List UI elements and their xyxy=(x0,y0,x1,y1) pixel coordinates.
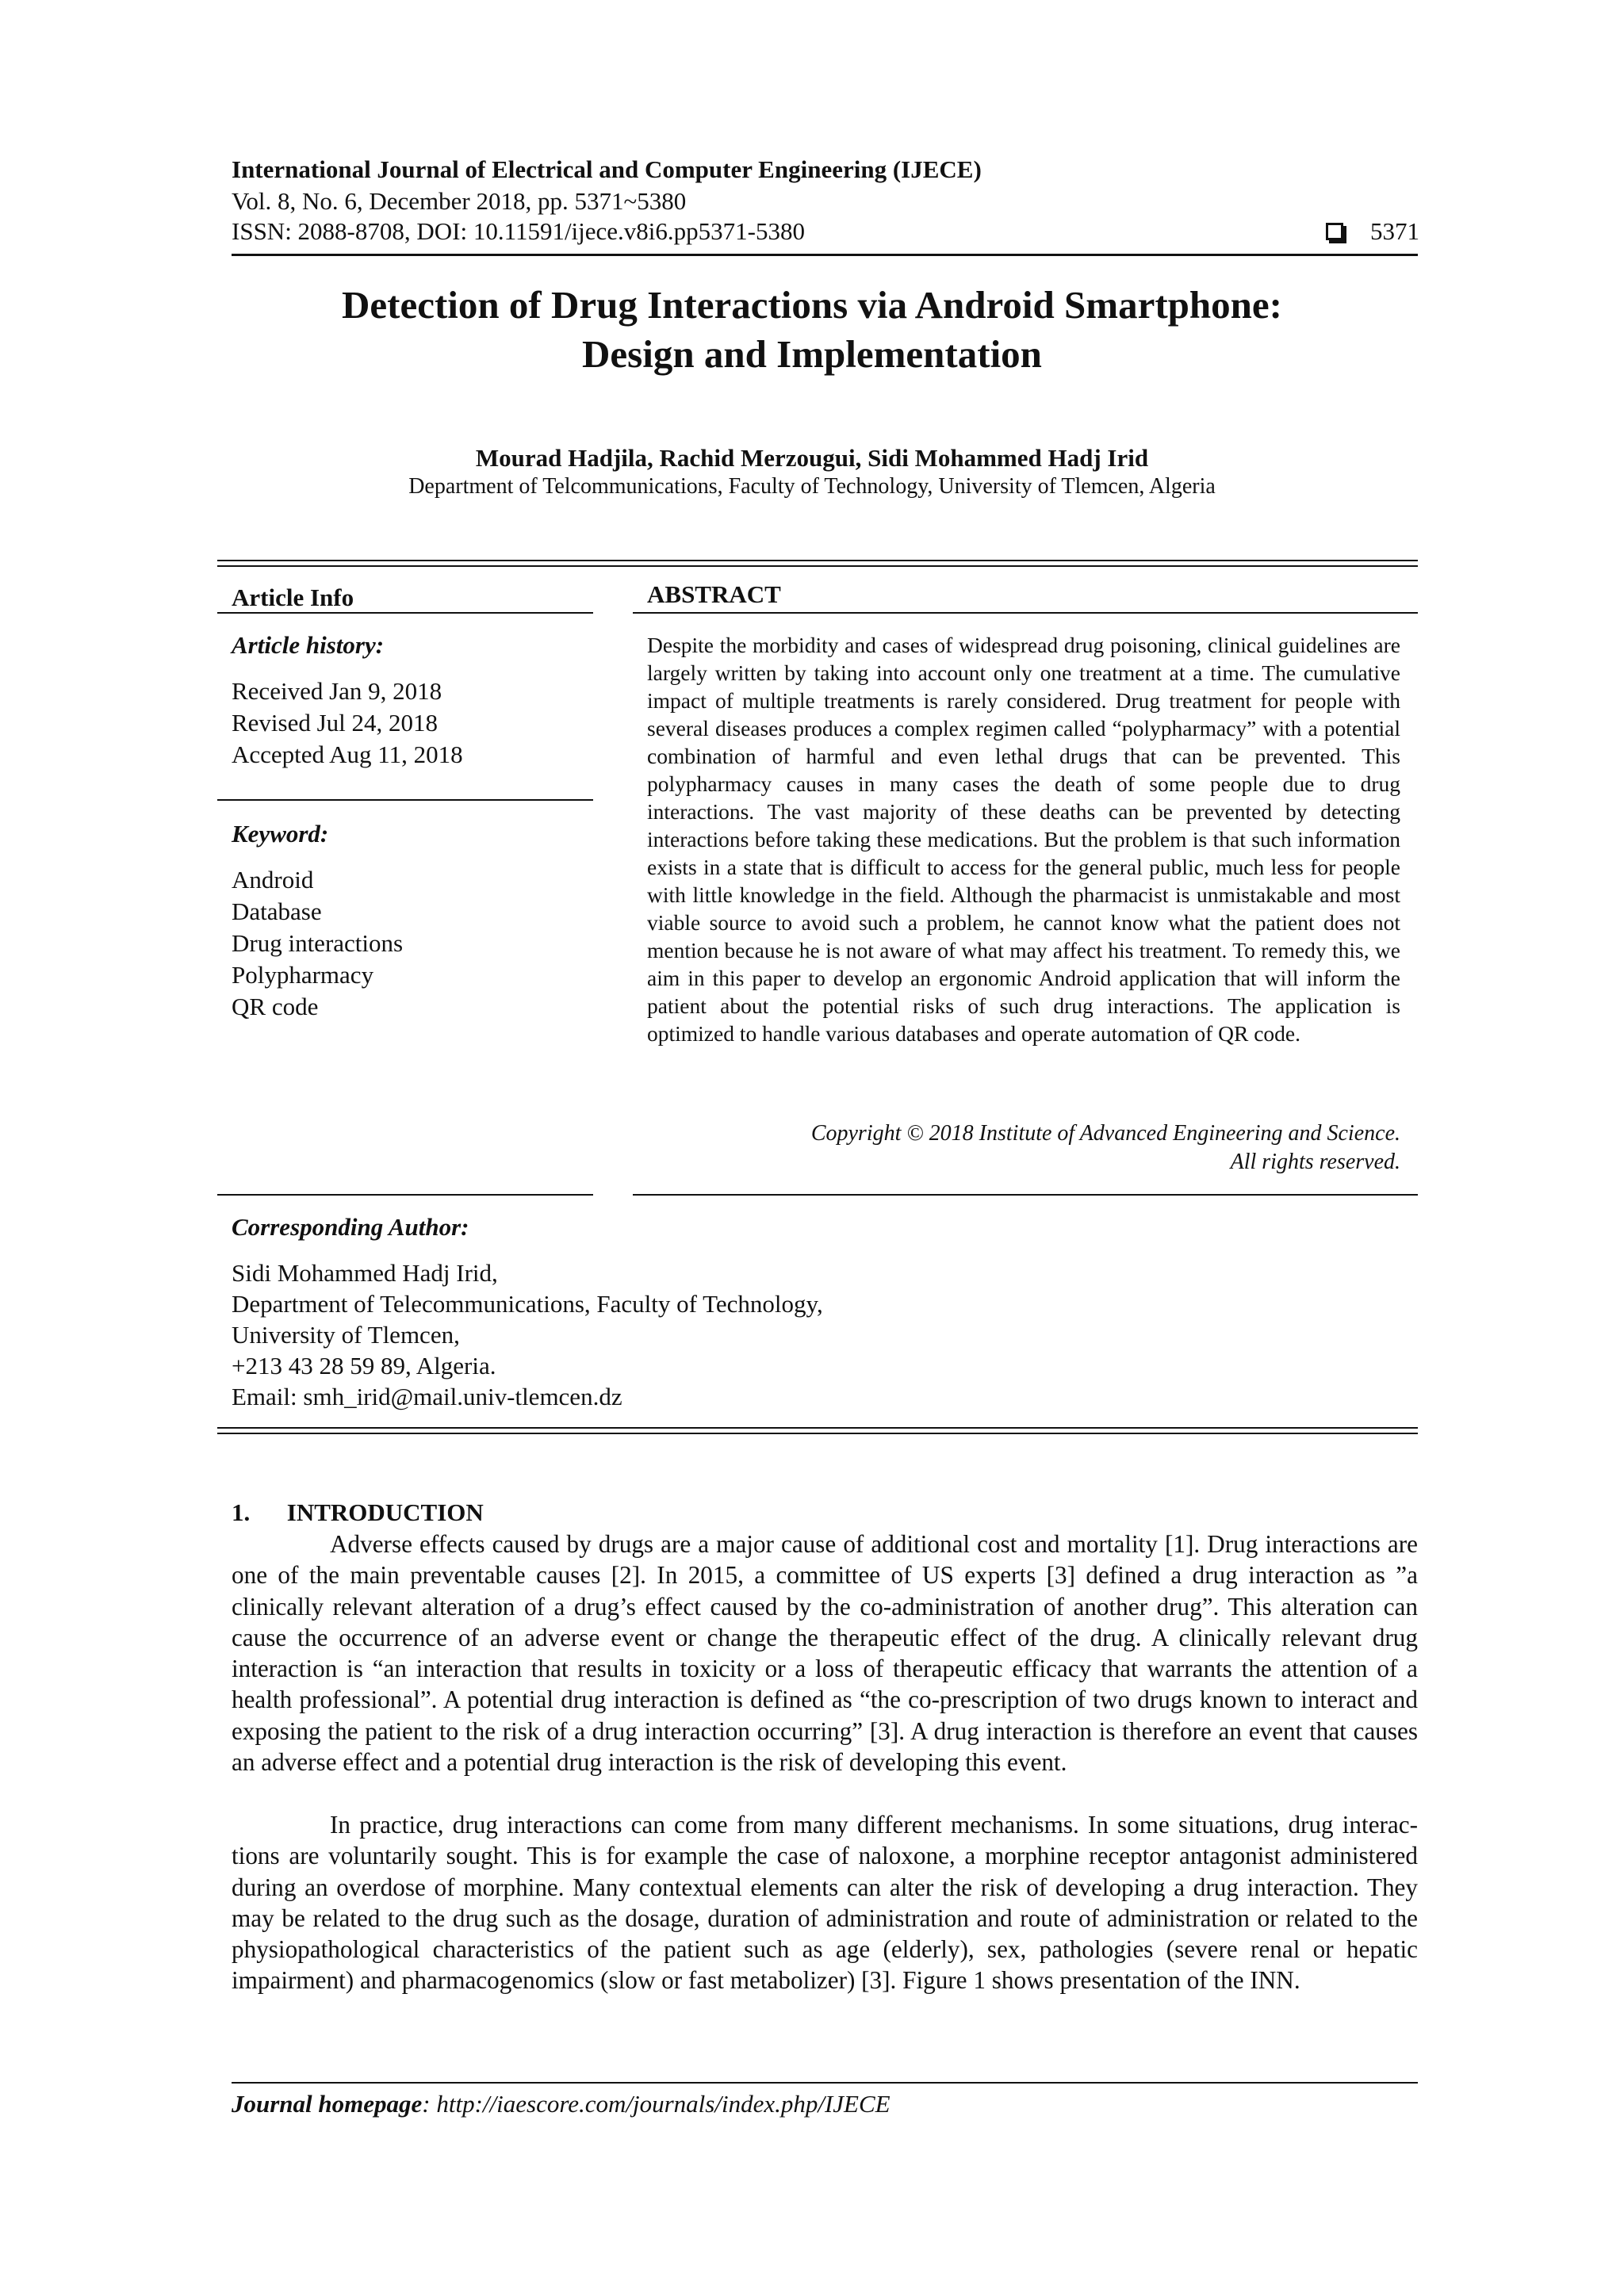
keyword-item: Drug interactions xyxy=(232,929,404,957)
author-university: University of Tlemcen, xyxy=(232,1321,460,1349)
keyword-item: Database xyxy=(232,897,322,925)
journal-name: International Journal of Electrical and Computer Engineering (IJECE) xyxy=(232,155,982,183)
history-received: Received Jan 9, 2018 xyxy=(232,677,442,705)
info-box-top-rule-2 xyxy=(217,565,1418,567)
introduction-paragraph-1 xyxy=(232,1529,1418,1777)
author-name: Sidi Mohammed Hadj Irid, xyxy=(232,1259,498,1287)
author-email: Email: smh_irid@mail.univ-tlemcen.dz xyxy=(232,1383,622,1410)
keyword-list xyxy=(232,864,403,1023)
abstract-text: Despite the morbidity and cases of widespread drug poisoning, clinical guidelines are largely written by taking into account only one treatment at a time. The cumulative impact of multiple treatments is rarely considered. Drug treatment for people with several diseases produces a complex regimen called “polypharmacy” with a potential combination of harmful and even lethal drugs that can be prevented. This polypharmacy causes in many cases the death of some people due to drug interactions. The vast majority of these deaths can be prevented by detecting interactions before taking these medications. But the problem is that such information exists in a state that is difficult to access for the general public, much less for people with little knowledge in the field. Although the pharmacist is unmistakable and most viable source to avoid such a problem, he cannot know what the patient does not mention because he is not aware of what may affect his treatment. To remedy this, we aim in this paper to develop an ergonomic Android application that will inform the patient about the potential risks of such drug interactions. The application is optimized to handle various databases and operate automation of QR code. xyxy=(647,633,1400,1046)
authors: Mourad Hadjila, Rachid Merzougui, Sidi Mohammed Hadj Irid xyxy=(475,444,1149,472)
corresponding-author-heading: Corresponding Author: xyxy=(232,1213,469,1241)
article-info-heading: Article Info xyxy=(232,584,354,611)
keyword-item: Android xyxy=(232,866,314,894)
article-info-bottom-rule xyxy=(217,1194,593,1196)
homepage-label: Journal homepage xyxy=(232,2090,423,2118)
abstract-rule xyxy=(633,612,1418,614)
footer-rule xyxy=(232,2082,1418,2084)
introduction-paragraph-2 xyxy=(232,1809,1418,1996)
volume-info: Vol. 8, No. 6, December 2018, pp. 5371~5380 xyxy=(232,187,687,215)
page-indicator xyxy=(1326,217,1419,246)
paper-title-line1: Detection of Drug Interactions via Android Smartphone: xyxy=(342,283,1282,327)
introduction-paragraph-1-text: Adverse effects caused by drugs are a major cause of additional cost and mortality [1]. Drug interactions are one of the main preventable causes [2]. In 2015, a committee of US experts [3] defined a drug interaction as ”a clinically relevant alteration of a drug’s effect caused by the co-administration of another drug”. This alteration can cause the occurrence of an adverse event or change the therapeutic effect of the drug. A clinically relevant drug interaction is “an interaction that results in toxicity or a loss of therapeutic efficacy that warrants the attention of a health professional”. A potential drug interaction is defined as “the co-prescription of two drugs known to interact and exposing the patient to the risk of a drug interaction occurring” [3]. A drug interaction is therefore an event that causes an adverse effect and a potential drug interaction is the risk of developing this event. xyxy=(232,1530,1418,1777)
affiliation: Department of Telcommunications, Faculty of Technology, University of Tlemcen, Algeria xyxy=(408,474,1216,499)
info-box-bottom-rule xyxy=(217,1427,1418,1429)
copyright-line2: All rights reserved. xyxy=(1230,1150,1400,1174)
introduction-paragraph-2-text: In practice, drug interactions can come from many different mechanisms. In some situations, drug interac- tions are voluntarily sought. This is for example the case of naloxone, a morphine receptor antagonist administered during an overdose of morphine. Many contextual elements can alter the risk of developing a drug interaction. They may be related to the drug such as the dosage, duration of administration and route of administration or related to the physiopathological characteristics of the patient such as age (elderly), sex, pathologies (severe renal or hepatic impairment) and pharmacogenomics (slow or fast metabolizer) [3]. Figure 1 shows presentation of the INN. xyxy=(232,1811,1418,1995)
keyword-item: QR code xyxy=(232,993,319,1020)
author-department: Department of Telecommunications, Faculty of Technology, xyxy=(232,1290,823,1318)
info-box-bottom-rule-2 xyxy=(217,1433,1418,1434)
page-number: 5371 xyxy=(1370,217,1419,245)
keyword-heading: Keyword: xyxy=(232,820,329,848)
introduction-heading: 1. INTRODUCTION xyxy=(232,1498,484,1526)
square-bullet-icon xyxy=(1326,223,1343,240)
article-history-list xyxy=(232,675,463,771)
author-phone: +213 43 28 59 89, Algeria. xyxy=(232,1352,496,1380)
copyright-line1: Copyright © 2018 Institute of Advanced Engineering and Science. xyxy=(810,1121,1400,1146)
abstract-bottom-rule xyxy=(633,1194,1418,1196)
corresponding-author-block xyxy=(232,1257,823,1412)
issn-doi: ISSN: 2088-8708, DOI: 10.11591/ijece.v8i6.pp5371-5380 xyxy=(232,217,805,245)
info-box-top-rule xyxy=(217,560,1418,561)
history-accepted: Accepted Aug 11, 2018 xyxy=(232,740,463,768)
article-info-rule xyxy=(217,612,593,614)
journal-homepage xyxy=(232,2090,891,2118)
homepage-url[interactable]: : http://iaescore.com/journals/index.php/IJECE xyxy=(422,2090,891,2118)
header-rule xyxy=(232,254,1418,256)
history-revised: Revised Jul 24, 2018 xyxy=(232,709,439,737)
paper-title-line2: Design and Implementation xyxy=(582,332,1042,376)
keyword-rule xyxy=(217,799,593,801)
article-history-heading: Article history: xyxy=(232,631,385,659)
abstract-heading: ABSTRACT xyxy=(647,580,781,608)
keyword-item: Polypharmacy xyxy=(232,961,374,989)
